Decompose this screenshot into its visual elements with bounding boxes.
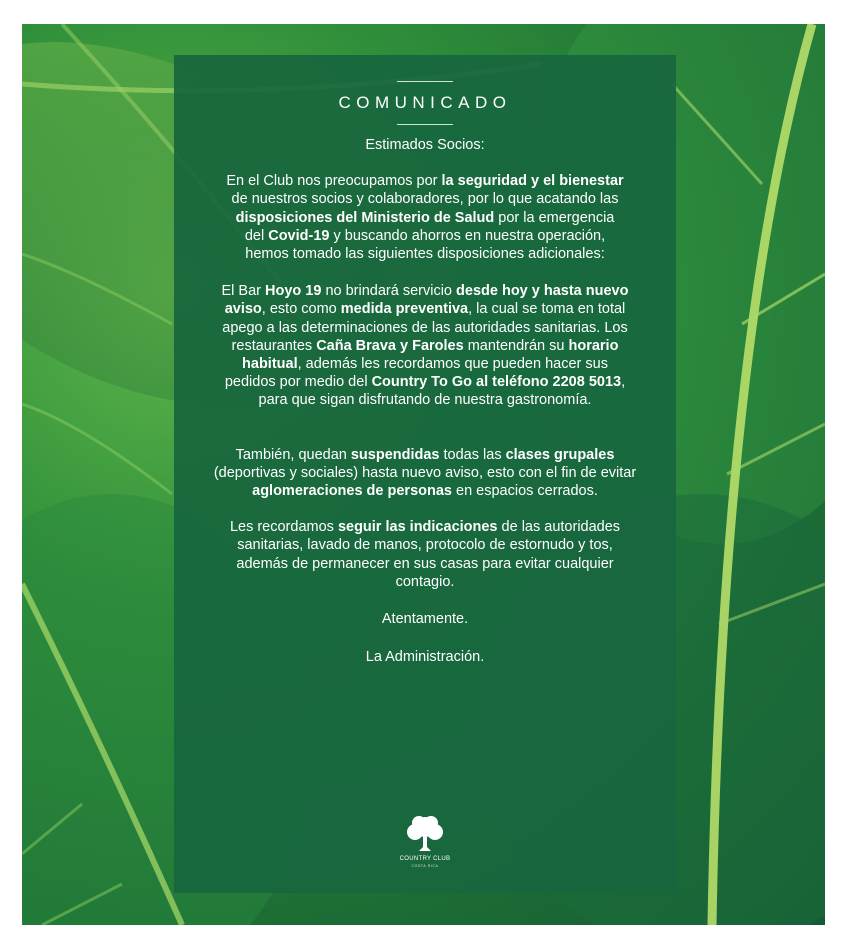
- page-title: COMUNICADO: [338, 93, 512, 112]
- greeting: Estimados Socios:: [365, 137, 485, 153]
- top-divider: [397, 81, 453, 82]
- closing: Atentamente.: [381, 611, 469, 628]
- paragraph-services: El Bar Hoyo 19 no brindará servicio desde hoy y hasta nuevo aviso, esto como medida preventiva, la cual se toma en total apego a las determinaciones de las autoridades sanitarias. Los restaurantes Caña Brava y Faroles mantendrán su horario habitual, además les recordamos que pueden hacer sus pedidos por medio del Country To Go al teléfono 2208 5013, para que sigan disfrutando de nuestra gastronomía.: [221, 283, 629, 409]
- paragraph-intro: En el Club nos preocupamos por la seguridad y el bienestar de nuestros socios y colaboradores, por lo que acatando las disposiciones del Ministerio de Salud por la emergencia del Covid-19 y buscando ahorros en nuestra operación, hemos tomado las siguientes disposiciones adicionales:: [226, 173, 624, 263]
- paragraph-recommendations: Les recordamos seguir las indicaciones de las autoridades sanitarias, lavado de manos, protocolo de estornudo y tos, además de permanecer en sus casas para evitar cualquier contagio.: [229, 519, 621, 590]
- tree-icon: [397, 813, 453, 857]
- signature: La Administración.: [365, 649, 485, 666]
- country-club-logo: [397, 813, 453, 873]
- logo-subtitle: COSTA RICA: [411, 864, 439, 868]
- announcement-panel: [174, 55, 676, 893]
- paragraph-classes: También, quedan suspendidas todas las clases grupales (deportivas y sociales) hasta nuevo aviso, esto con el fin de evitar aglomeraciones de personas en espacios cerrados.: [213, 446, 637, 500]
- bottom-divider: [397, 124, 453, 125]
- logo-name: COUNTRY CLUB: [399, 856, 451, 862]
